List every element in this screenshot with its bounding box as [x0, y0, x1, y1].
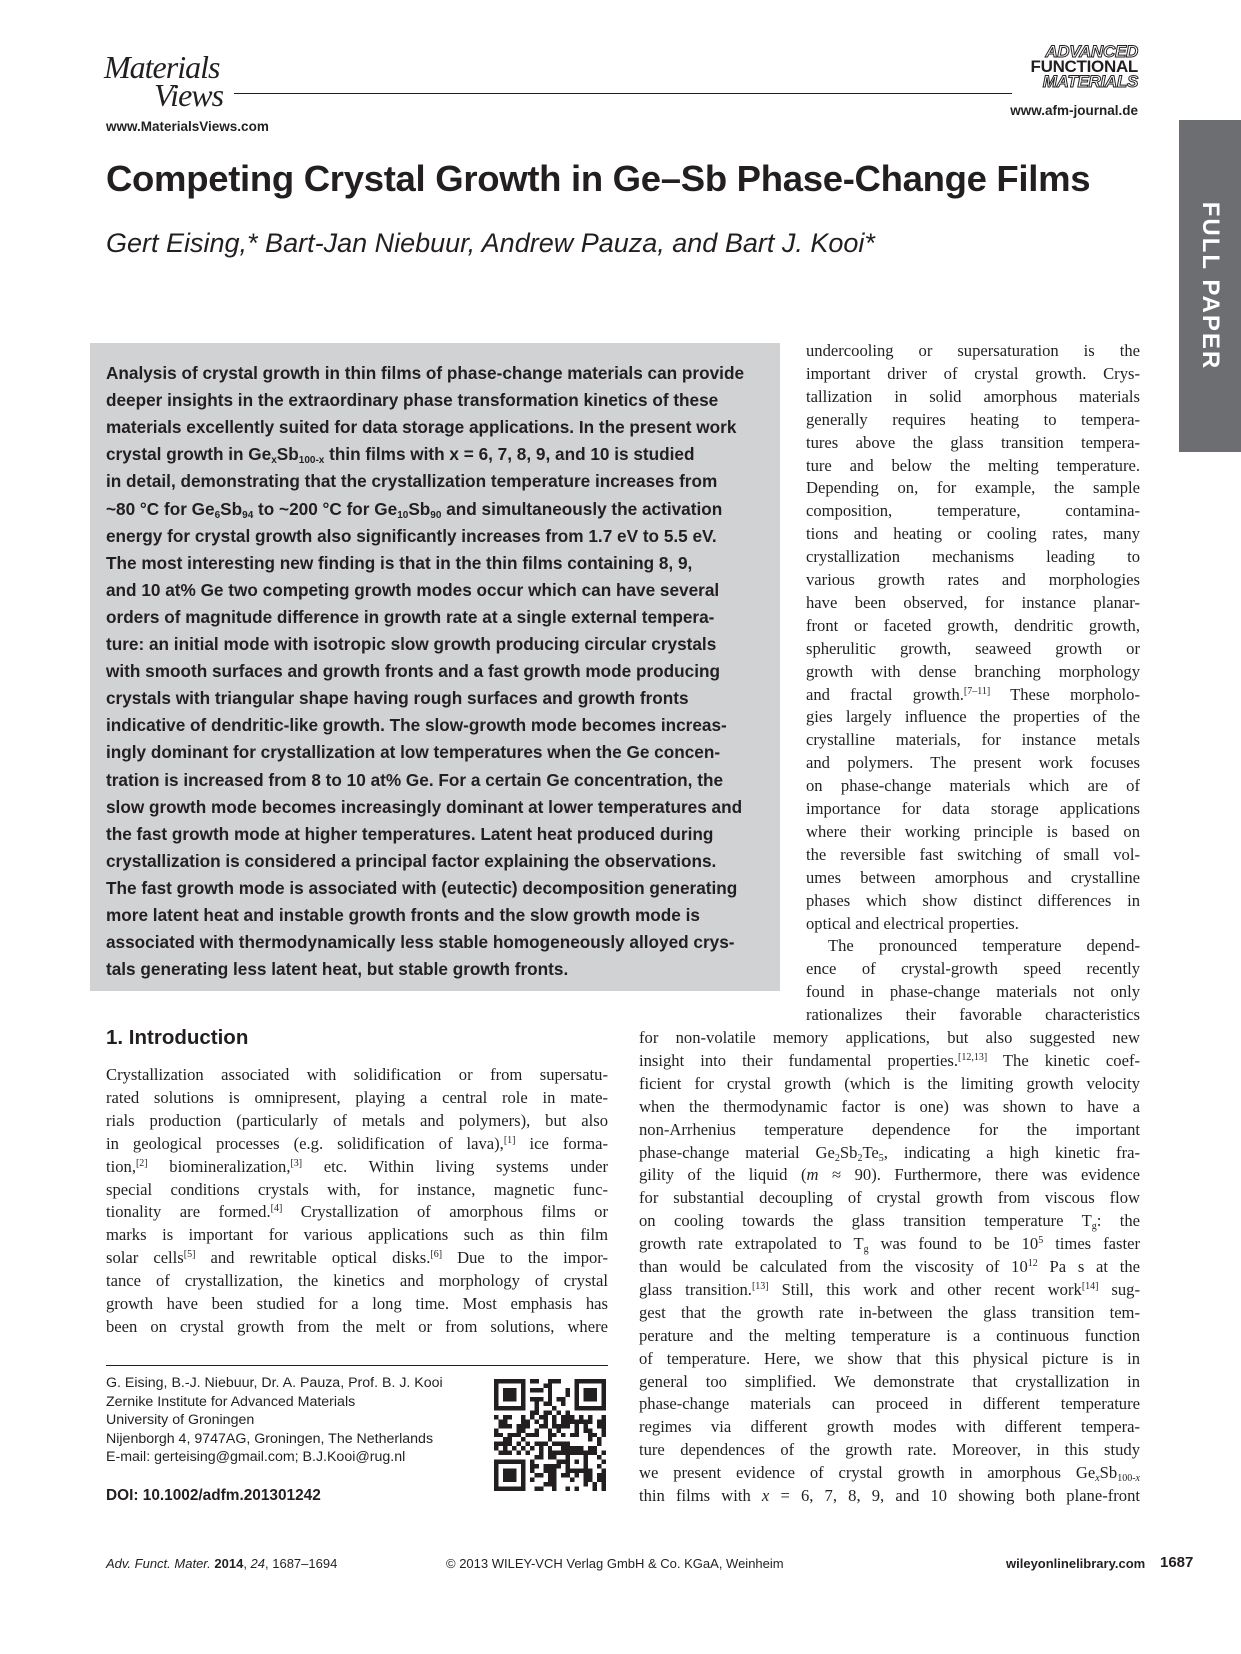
affiliation-line: E-mail: gerteising@gmail.com; B.J.Kooi@rug.nl [106, 1449, 406, 1465]
text-line: rationalizes their favorable characteristics [806, 1005, 1140, 1025]
materialsviews-logo-line1: Materials [104, 49, 220, 85]
text-line: found in phase-change materials not only [806, 982, 1140, 1002]
text-line: growth have been studied for a long time. Most emphasis has [106, 1294, 608, 1313]
abstract-line: The most interesting new finding is that in the thin films containing 8, 9, [106, 552, 693, 573]
text-line: on phase-change materials which are of [806, 776, 1140, 796]
abstract-line: crystals with triangular shape having rough surfaces and growth fronts [106, 688, 689, 709]
abstract-line: crystal growth in $Ge_xSb_{100-x}$ thin films with x = 6, 7, 8, 9, and 10 is studied [106, 444, 695, 467]
text-line: growth with dense branching morphology [806, 661, 1140, 681]
text-line: have been observed, for instance planar- [806, 592, 1140, 612]
abstract-line: ture: an initial mode with isotropic slow growth producing circular crystals [106, 634, 717, 654]
text-line: of temperature. Here, we show that this physical picture is in [639, 1348, 1140, 1368]
abstract-line: ~80 °C for $Ge_6Sb_{94}$ to ~200 °C for $Ge_{10}Sb_{90}$ and simultaneously the activation [106, 498, 723, 521]
abstract-line: The fast growth mode is associated with (eutectic) decomposition generating [106, 877, 738, 898]
abstract-line: slow growth mode becomes increasingly dominant at lower temperatures and [106, 796, 743, 817]
text-line: important driver of crystal growth. Crys- [806, 363, 1140, 383]
text-line: on cooling towards the glass transition temperature $T_g$: the [639, 1211, 1141, 1233]
abstract-line: indicative of dendritic-like growth. The slow-growth mode becomes increas- [106, 715, 727, 736]
text-line: tance of crystallization, the kinetics and morphology of crystal [106, 1271, 608, 1291]
text-line: tionality are formed.[4] Crystallization of amorphous films or [106, 1202, 608, 1222]
text-line: general too simplified. We demonstrate that crystallization in [639, 1371, 1140, 1391]
text-line: for substantial decoupling of crystal growth from viscous flow [639, 1188, 1140, 1208]
page-number: 1687 [1160, 1554, 1194, 1571]
footer-website[interactable]: wileyonlinelibrary.com [1006, 1556, 1146, 1571]
text-line: in geological processes (e.g. solidification of lava),[1] ice forma- [106, 1133, 608, 1153]
text-line: ture dependences of the growth rate. Moreover, in this study [639, 1440, 1140, 1460]
text-line: than would be calculated from the viscosity of $10^{12}$ Pa s at the [639, 1257, 1140, 1276]
abstract-line: and 10 at% Ge two competing growth modes occur which can have several [106, 579, 720, 600]
text-line: and fractal growth.[7–11] These morpholo- [806, 684, 1140, 704]
text-line: gies largely influence the properties of the [806, 707, 1140, 727]
footer-citation: Adv. Funct. Mater. 2014, 24, 1687–1694 [106, 1556, 338, 1571]
text-line: gest that the growth rate in-between the glass transition tem- [639, 1302, 1140, 1322]
abstract-line: in detail, demonstrating that the crystallization temperature increases from [106, 471, 718, 492]
materialsviews-logo [104, 50, 234, 118]
text-line: tures above the glass transition tempera- [806, 432, 1140, 452]
text-line: rials production (particularly of metals and polymers), but also [106, 1110, 608, 1130]
text-line: phase-change materials can proceed in different temperature [639, 1394, 1140, 1414]
abstract-line: more latent heat and instable growth fronts and the slow growth mode is [106, 905, 700, 925]
section-heading: 1. Introduction [106, 1026, 249, 1049]
abstract-line: materials excellently suited for data storage applications. In the present work [106, 417, 737, 438]
text-line: various growth rates and morphologies [806, 570, 1140, 589]
text-line: tions and heating or cooling rates, many [806, 524, 1140, 544]
affiliation-line: Zernike Institute for Advanced Materials [106, 1393, 356, 1410]
text-line: Depending on, for example, the sample [806, 478, 1140, 498]
materialsviews-logo-line2: Views [154, 77, 224, 113]
text-line: non-Arrhenius temperature dependence for the important [639, 1119, 1140, 1139]
section-tab [1179, 120, 1241, 452]
qr-code-icon[interactable] [494, 1379, 606, 1491]
abstract-box [90, 343, 780, 991]
affiliation-line: Nijenborgh 4, 9747AG, Groningen, The Netherlands [106, 1430, 434, 1447]
abstract-line: tals generating less latent heat, but stable growth fronts. [106, 959, 569, 980]
text-line: phases which show distinct differences in [806, 890, 1140, 910]
article-authors: Gert Eising,* Bart-Jan Niebuur, Andrew Pauza, and Bart J. Kooi* [106, 228, 875, 258]
text-line: spherulitic growth, seaweed growth or [806, 638, 1140, 658]
abstract-line: orders of magnitude difference in growth rate at a single external tempera- [106, 606, 715, 627]
text-line: for non-volatile memory applications, but also suggested new [639, 1028, 1140, 1047]
affiliation-block [106, 1374, 443, 1467]
afm-journal-logo [1018, 44, 1138, 89]
abstract-line: energy for crystal growth also significantly increases from 1.7 eV to 5.5 eV. [106, 525, 717, 546]
text-line: tallization in solid amorphous materials [806, 386, 1140, 406]
section-tab-label: FULL PAPER [1197, 201, 1224, 371]
text-line: generally requires heating to tempera- [806, 409, 1140, 429]
text-line: front or faceted growth, dendritic growth, [806, 615, 1140, 635]
text-line: been on crystal growth from the melt or from solutions, where [106, 1316, 608, 1336]
text-line: ence of crystal-growth speed recently [806, 959, 1140, 979]
text-line: regimes via different growth modes with different tempera- [639, 1417, 1140, 1437]
abstract-line: deeper insights in the extraordinary phase transformation kinetics of these [106, 390, 719, 411]
text-line: where their working principle is based on [806, 821, 1140, 841]
affiliation-line: University of Groningen [106, 1412, 255, 1428]
text-line: we present evidence of crystal growth in amorphous $Ge_xSb_{100-x}$ [639, 1463, 1140, 1485]
abstract-line: crystallization is considered a principal factor explaining the observations. [106, 850, 717, 871]
abstract-line: Analysis of crystal growth in thin films of phase-change materials can provide [106, 363, 745, 383]
text-line: ficient for crystal growth (which is the limiting growth velocity [639, 1073, 1140, 1093]
text-line: crystallization mechanisms leading to [806, 547, 1140, 567]
abstract-line: associated with thermodynamically less stable homogeneously alloyed crys- [106, 932, 735, 953]
text-line: the reversible fast switching of small vol- [806, 844, 1140, 864]
text-line: tion,[2] biomineralization,[3] etc. Within living systems under [106, 1156, 608, 1176]
afm-logo-line1: ADVANCED [1045, 42, 1138, 61]
doi[interactable]: DOI: 10.1002/adfm.201301242 [106, 1487, 321, 1504]
text-line: ture and below the melting temperature. [806, 455, 1140, 475]
text-line: growth rate extrapolated to $T_g$ was found to be $10^5$ times faster [639, 1234, 1140, 1256]
article-title: Competing Crystal Growth in Ge–Sb Phase-Change Films [106, 158, 1091, 199]
afm-journal-url[interactable]: www.afm-journal.de [1010, 103, 1138, 118]
text-line: umes between amorphous and crystalline [806, 867, 1140, 887]
text-line: Crystallization associated with solidification or from supersatu- [106, 1065, 608, 1084]
afm-logo-line3: MATERIALS [1042, 72, 1138, 91]
text-line: gility of the liquid (m ≈ 90). Furthermore, there was evidence [639, 1165, 1140, 1185]
text-line: thin films with x = 6, 7, 8, 9, and 10 showing both plane-front [639, 1486, 1140, 1505]
afm-logo-line2: FUNCTIONAL [1030, 57, 1138, 76]
text-line: crystalline materials, for instance metals [806, 730, 1140, 750]
text-line: importance for data storage applications [806, 799, 1140, 818]
footer-copyright: © 2013 WILEY-VCH Verlag GmbH & Co. KGaA, Weinheim [446, 1556, 784, 1571]
abstract-line: the fast growth mode at higher temperatures. Latent heat produced during [106, 823, 714, 844]
text-line: composition, temperature, contamina- [806, 501, 1140, 521]
abstract-line: tration is increased from 8 to 10 at% Ge. For a certain Ge concentration, the [106, 769, 724, 790]
text-line: marks is important for various applications such as thin film [106, 1225, 608, 1245]
text-line: rated solutions is omnipresent, playing a central role in mate- [106, 1087, 608, 1107]
text-line: glass transition.[13] Still, this work and other recent work[14] sug- [639, 1279, 1141, 1299]
header-rule [234, 93, 1012, 94]
abstract-line: with smooth surfaces and growth fronts and a fast growth mode producing [106, 661, 720, 682]
text-line: insight into their fundamental properties.[12,13] The kinetic coef- [639, 1050, 1140, 1070]
text-line: when the thermodynamic factor is one) was shown to have a [639, 1096, 1140, 1116]
abstract-line: ingly dominant for crystallization at low temperatures when the Ge concen- [106, 742, 721, 763]
text-line: special conditions crystals with, for instance, magnetic func- [106, 1179, 608, 1199]
materialsviews-url[interactable]: www.MaterialsViews.com [106, 119, 269, 134]
affiliation-line: G. Eising, B.-J. Niebuur, Dr. A. Pauza, Prof. B. J. Kooi [106, 1375, 443, 1391]
text-line: and polymers. The present work focuses [806, 753, 1140, 773]
text-line: undercooling or supersaturation is the [806, 341, 1140, 360]
text-line: perature and the melting temperature is a continuous function [639, 1325, 1140, 1345]
affiliation-rule [106, 1365, 608, 1366]
text-line: solar cells[5] and rewritable optical disks.[6] Due to the impor- [106, 1248, 609, 1268]
text-line: optical and electrical properties. [806, 913, 1019, 933]
text-line: The pronounced temperature depend- [828, 936, 1140, 956]
text-line: phase-change material $Ge_2Sb_2Te_5$, indicating a high kinetic fra- [639, 1142, 1140, 1164]
